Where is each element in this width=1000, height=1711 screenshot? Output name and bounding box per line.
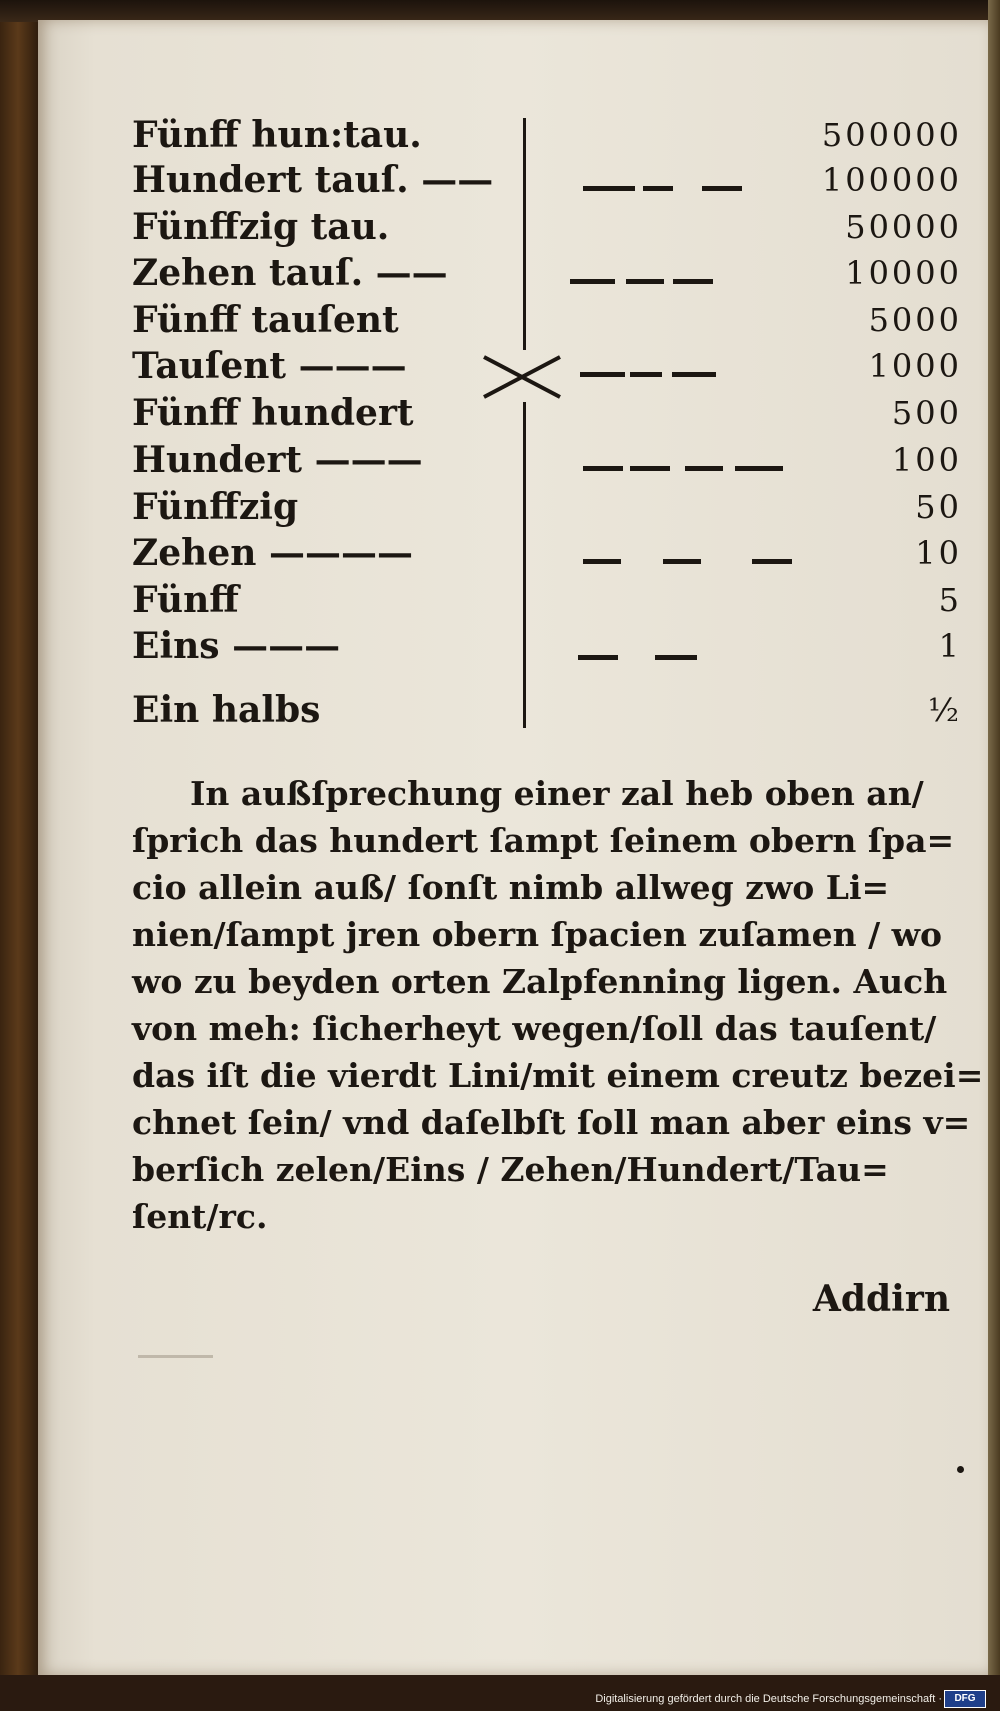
paragraph-line: wo zu beyden orten Zalpfenning ligen. Auch: [132, 962, 948, 1001]
row-value: 500: [891, 394, 962, 432]
counter-dash: [672, 372, 716, 377]
ink-speck: [957, 1466, 964, 1473]
row-value: 100: [891, 441, 962, 479]
row-name: Zehen ————: [132, 532, 413, 574]
row-value: 50000: [845, 208, 962, 246]
counter-dash: [626, 279, 664, 284]
paragraph-line: berſich zelen/Eins / Zehen/Hundert/Tau=: [132, 1150, 889, 1189]
counter-dash: [655, 655, 697, 660]
row-name: Fünff hun:tau.: [132, 114, 422, 156]
table-row: [132, 204, 962, 250]
table-row: [132, 623, 962, 669]
table-row: [132, 437, 962, 483]
row-name: Hundert tauſ. ——: [132, 159, 494, 201]
counter-dash: [570, 279, 615, 284]
row-name: Tauſent ———: [132, 345, 407, 387]
counter-dash: [643, 186, 673, 191]
table-row: [132, 484, 962, 530]
row-name: Fünff hundert: [132, 392, 414, 434]
row-value: 5000: [868, 301, 962, 339]
book-top-edge: [0, 0, 1000, 22]
row-name: Fünff tauſent: [132, 299, 399, 341]
row-name: Fünff: [132, 579, 239, 621]
paragraph-line: von meh: ſicherheyt wegen/ſoll das tauſent/: [132, 1009, 937, 1048]
counter-dash: [578, 655, 618, 660]
row-value: 50: [915, 488, 962, 526]
row-value: ½: [927, 691, 962, 729]
bleed-through-mark: [138, 1355, 213, 1358]
counter-dash: [630, 372, 662, 377]
paragraph-line: das iſt die vierdt Lini/mit einem creutz bezei=: [132, 1056, 984, 1095]
dfg-logo-icon: DFG: [944, 1690, 986, 1708]
row-name: Fünffzig tau.: [132, 206, 390, 248]
row-name: Hundert ———: [132, 439, 423, 481]
row-name: Zehen tauſ. ——: [132, 252, 448, 294]
table-row: [132, 250, 962, 296]
table-row: [132, 577, 962, 623]
counting-line: [523, 118, 526, 350]
counter-dash: [583, 186, 635, 191]
paragraph-line: nien/ſampt jren obern ſpacien zuſamen / wo: [132, 915, 943, 954]
counter-dash: [583, 466, 623, 471]
paragraph-line: In außſprechung einer zal heb oben an/: [190, 774, 924, 813]
catchword: Addirn: [812, 1278, 950, 1320]
book-spine-edge: [0, 0, 40, 1711]
paragraph-line: ſent/rc.: [132, 1197, 268, 1236]
table-row: [132, 112, 962, 158]
row-name: Fünffzig: [132, 486, 299, 528]
cross-mark: [482, 355, 562, 399]
table-row: [132, 297, 962, 343]
counting-line: [523, 402, 526, 728]
row-value: 10: [915, 534, 962, 572]
counter-dash: [580, 372, 625, 377]
paragraph-line: chnet ſein/ vnd daſelbſt ſoll man aber eins v=: [132, 1103, 971, 1142]
counter-dash: [673, 279, 713, 284]
row-value: 5: [938, 581, 962, 619]
row-value: 10000: [845, 254, 962, 292]
row-value: 1: [938, 627, 962, 665]
row-value: 1000: [868, 347, 962, 385]
counter-dash: [735, 466, 783, 471]
row-name: Ein halbs: [132, 689, 321, 731]
table-row: [132, 687, 962, 733]
counter-dash: [583, 559, 621, 564]
row-value: 100000: [821, 161, 962, 199]
paragraph-line: ſprich das hundert ſampt ſeinem obern ſpa=: [132, 821, 955, 860]
row-value: 500000: [821, 116, 962, 154]
book-right-edge: [988, 0, 1000, 1711]
paragraph-line: cio allein auß/ ſonſt nimb allweg zwo Li=: [132, 868, 890, 907]
digitization-credit: Digitalisierung gefördert durch die Deutsche Forschungsgemeinschaft ·: [595, 1693, 942, 1705]
counter-dash: [702, 186, 742, 191]
table-row: [132, 157, 962, 203]
row-name: Eins ———: [132, 625, 341, 667]
counter-dash: [685, 466, 723, 471]
counter-dash: [752, 559, 792, 564]
counter-dash: [630, 466, 670, 471]
body-paragraph: [132, 770, 984, 1240]
counter-dash: [663, 559, 701, 564]
table-row: [132, 530, 962, 576]
